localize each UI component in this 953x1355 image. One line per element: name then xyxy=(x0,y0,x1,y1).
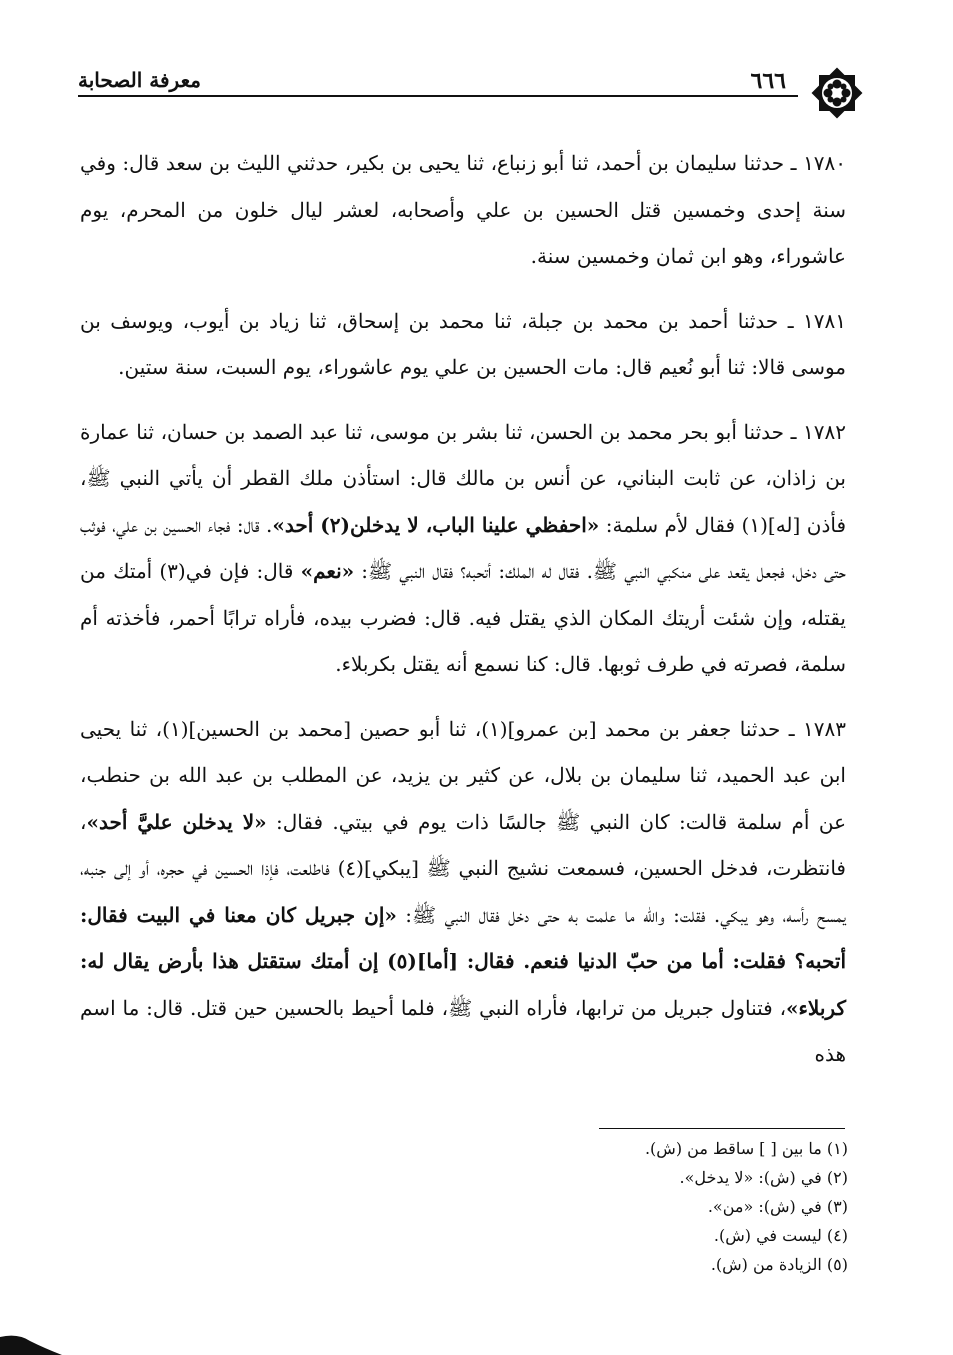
hadith-text: حدثنا جعفر بن محمد [بن عمرو](١)، ثنا أبو حصين [محمد بن الحسين](١)، ثنا يحيى ابن عبد الحميد، ثنا سليمان بن بلال، عن كثير بن يزيد، عن المطلب بن عبد الله بن حنطب، عن أم سلمة قالت: كان النبي ﷺ جالسًا ذات يوم في بيتي. فقال: xyxy=(80,716,846,834)
hadith-text: ، فانتظرت، فدخل الحسين، فسمعت نشيج النبي ﷺ [يبكي](٤) فاطلعت، فإذا الحسين في حجره، أو إلى جنبه، يمسح رأسه، وهو يبكي. فقلت: والله ما علمت به حتى دخل فقال النبي ﷺ: xyxy=(80,809,846,927)
footnote: (٥) الزيادة من (ش). xyxy=(710,1255,848,1274)
footnote: (٣) في (ش): «من». xyxy=(707,1197,848,1216)
hadith-1780 xyxy=(80,140,846,280)
book-title: معرفة الصحابة xyxy=(78,68,201,92)
hadith-number: ١٧٨١ ـ xyxy=(787,308,846,333)
hadith-text: ، فتناول جبريل من ترابها، فأراه النبي ﷺ، فلما أحيط بالحسين حين قتل. قال: ما اسم هذه xyxy=(80,995,846,1066)
quoted-speech: «نعم» xyxy=(300,559,355,583)
page-number: ٦٦٦ xyxy=(750,68,786,94)
hadith-number: ١٧٨٣ ـ xyxy=(788,716,846,741)
scan-smudge xyxy=(0,1315,62,1355)
hadith-1783 xyxy=(80,706,846,1078)
footnotes xyxy=(148,1134,848,1279)
footnote: (٤) ليست في (ش). xyxy=(713,1226,848,1245)
hadith-1781 xyxy=(80,298,846,391)
footnote-divider xyxy=(599,1128,845,1129)
quoted-speech: «لا يدخلن عليَّ أحد» xyxy=(86,809,267,834)
quoted-speech: «احفظي علينا الباب، لا يدخلن(٢) أحد» xyxy=(272,512,600,537)
ornament-icon xyxy=(806,62,868,124)
quoted-speech: «إن جبريل كان معنا في البيت فقال: أتحبه؟ فقلت: أما من حبّ الدنيا فنعم. فقال: [أما](٥) إن أمتك ستقتل هذا بأرض يقال له: كربلاء» xyxy=(80,902,847,1020)
page-header xyxy=(78,62,868,96)
hadith-1782 xyxy=(80,409,846,688)
hadith-number: ١٧٨٠ ـ xyxy=(790,151,847,175)
main-text xyxy=(80,140,846,1096)
hadith-number: ١٧٨٢ ـ xyxy=(790,419,846,444)
footnote: (٢) في (ش): «لا يدخل». xyxy=(679,1168,848,1187)
hadith-text: حدثنا أبو بحر محمد بن الحسن، ثنا بشر بن موسى، ثنا عبد الصمد بن حسان، ثنا عمارة بن زاذان، عن ثابت البناني، عن أنس بن مالك قال: استأذن ملك القطر أن يأتي النبي ﷺ، فأذن [له](١) فقال لأم سلمة: xyxy=(80,419,847,537)
hadith-text: حدثنا أحمد بن محمد بن جبلة، ثنا محمد بن إسحاق، ثنا زياد بن أيوب، ويوسف بن موسى قالا: ثنا أبو نُعيم قال: مات الحسين بن علي يوم عاشوراء، يوم السبت، سنة ستين. xyxy=(80,308,846,379)
footnote: (١) ما بين [ ] ساقط من (ش). xyxy=(644,1139,848,1158)
hadith-text: قال: فإن في(٣) أمتك من يقتله، وإن شئت أريتك المكان الذي يقتل فيه. قال: فضرب بيده، فأراه ترابًا أحمر، فأخذته أم سلمة، فصرته في طرف ثوبها. قال: كنا نسمع أنه يقتل بكربلاء. xyxy=(80,559,847,676)
hadith-text: حدثنا سليمان بن أحمد، ثنا أبو زنباع، ثنا يحيى بن بكير، حدثني الليث بن سعد قال: وفي سنة إحدى وخمسين قتل الحسين بن علي وأصحابه، لعشر ليال خلون من المحرم، يوم عاشوراء، وهو ابن ثمان وخمسين سنة. xyxy=(80,151,846,268)
header-divider xyxy=(78,95,798,97)
hadith-text: . قال: فجاء الحسين بن علي، فوثب حتى دخل، فجعل يقعد على منكبي النبي ﷺ. فقال له الملك: أتحبه؟ فقال النبي ﷺ: xyxy=(80,512,847,583)
